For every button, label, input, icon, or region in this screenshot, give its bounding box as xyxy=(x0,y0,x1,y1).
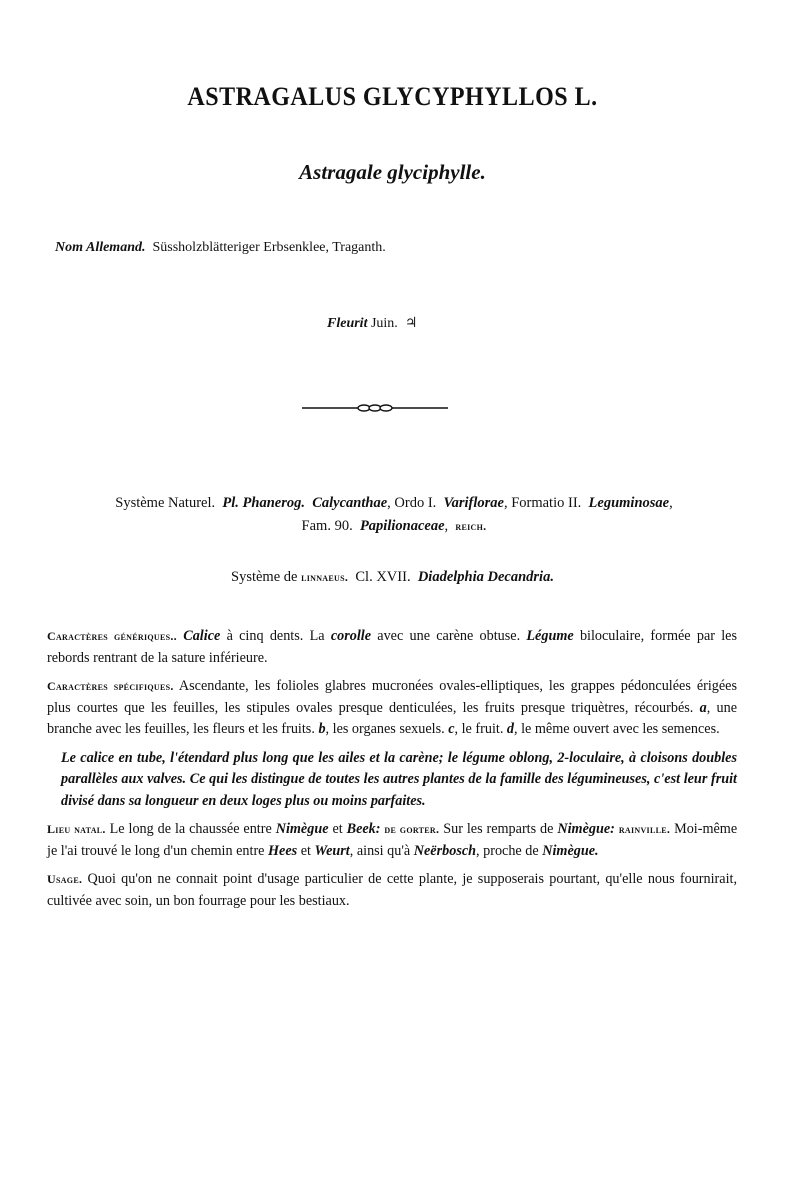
natural-system-text: Variflorae xyxy=(443,495,504,511)
figure-letter: b xyxy=(318,721,326,737)
linnaean-system xyxy=(0,569,785,586)
generic-text: avec une carène obtuse. xyxy=(377,628,521,644)
figure-letter: c xyxy=(448,721,455,737)
habitat-text: et xyxy=(332,821,343,837)
german-name-line xyxy=(55,240,386,256)
body-text xyxy=(47,626,737,919)
place-name: Beek: xyxy=(346,821,381,837)
german-name-text: Süssholzblätteriger Erbsenklee, Traganth. xyxy=(152,240,386,255)
habitat-text: Sur les remparts de xyxy=(443,821,554,837)
natural-system-text: Leguminosae xyxy=(588,495,670,511)
specific-text: , le même ouvert avec les semences. xyxy=(514,721,720,737)
specific-characters xyxy=(47,676,737,741)
place-name: Neërbosch xyxy=(413,842,477,859)
habitat-text: et xyxy=(300,842,311,859)
french-name: Astragale glyciphylle. xyxy=(299,160,486,184)
generic-text: à cinq dents. La xyxy=(226,628,325,644)
natural-system-text: Papilionaceae xyxy=(359,518,445,534)
perennial-symbol: ♃ xyxy=(404,316,418,331)
generic-text: biloculaire, formée par les rebords rentrant de la sature inférieure. xyxy=(47,628,737,666)
generic-text: corolle xyxy=(330,628,371,644)
usage-paragraph xyxy=(47,869,737,912)
place-name: Hees xyxy=(268,842,298,859)
page-title: ASTRAGALUS GLYCYPHYLLOS L. xyxy=(187,82,598,112)
generic-characters-label: Caractères génériques.. xyxy=(47,629,177,643)
habitat-text: Moi-même je l'ai trouvé le long d'un chemin entre xyxy=(47,821,738,859)
habitat-text: Le long de la chaussée entre xyxy=(109,821,272,837)
specific-text: , les organes sexuels. xyxy=(325,721,445,737)
description-paragraph: Le calice en tube, l'étendard plus long que les ailes et la carène; le légume oblong, 2-loculaire, à cloisons doubles parallèles aux valves. Ce qui les distingue de toutes les autres plantes de la famille des légumineuses, c'est leur fruit divisé dans sa longueur en deux loges plus ou moins parfaites. xyxy=(61,749,737,809)
natural-system-text: Pl. Phanerog. xyxy=(222,495,305,511)
linnaean-order: Diadelphia Decandria. xyxy=(417,569,554,585)
natural-system-text: Calycanthae xyxy=(312,495,388,511)
native-habitat xyxy=(47,819,737,862)
place-name: Nimègue xyxy=(275,821,329,837)
specific-text: , une branche avec les feuilles, les fleurs et les fruits. xyxy=(47,699,737,737)
natural-system xyxy=(44,492,744,538)
habitat-author: de gorter. xyxy=(384,822,440,836)
generic-characters xyxy=(47,626,737,669)
natural-system-text: , Ordo I. xyxy=(387,495,437,511)
place-name: Nimègue: xyxy=(557,821,615,837)
usage-label: Usage. xyxy=(47,872,83,886)
flowering-line xyxy=(327,315,417,332)
flowering-label: Fleurit xyxy=(327,316,368,331)
specific-characters-label: Caractères spécifiques. xyxy=(47,679,174,693)
place-name: Nimègue. xyxy=(542,842,599,859)
linnaean-system-author: linnaeus. xyxy=(301,570,349,584)
ornament-divider xyxy=(300,400,450,416)
flowering-month: Juin. xyxy=(370,316,398,331)
natural-system-label: Système Naturel. xyxy=(115,495,216,511)
linnaean-system-label: Système de xyxy=(231,569,298,585)
habitat-author: rainville. xyxy=(618,822,671,836)
native-habitat-label: Lieu natal. xyxy=(47,822,106,836)
generic-text: Calice xyxy=(183,628,221,644)
natural-system-author: reich. xyxy=(455,519,487,533)
habitat-text: , ainsi qu'à xyxy=(349,842,411,859)
specific-text: Ascendante, les folioles glabres mucronées ovales-elliptiques, les grappes pédonculées érigées plus courtes que les feuilles, les stipules ovales presque denticulées, les fruits presque triquètres, récourbés. xyxy=(47,678,737,716)
natural-system-text: , xyxy=(669,495,673,511)
generic-text: Légume xyxy=(526,628,574,644)
usage-text: Quoi qu'on ne connait point d'usage particulier de cette plante, je supposerais pourtant, qu'elle nous fournirait, cultivée avec soin, un bon fourrage pour les bestiaux. xyxy=(47,871,737,909)
linnaean-class: Cl. XVII. xyxy=(355,569,411,585)
german-name-label: Nom Allemand. xyxy=(55,240,146,255)
figure-letter: a xyxy=(699,699,707,716)
natural-system-text: , Formatio II. xyxy=(503,495,582,511)
figure-letter: d xyxy=(506,721,515,737)
natural-system-text: , xyxy=(444,518,449,534)
natural-system-text: Fam. 90. xyxy=(301,518,353,534)
specific-text: , le fruit. xyxy=(454,721,504,737)
habitat-text: , proche de xyxy=(476,842,539,859)
place-name: Weurt xyxy=(314,842,350,859)
